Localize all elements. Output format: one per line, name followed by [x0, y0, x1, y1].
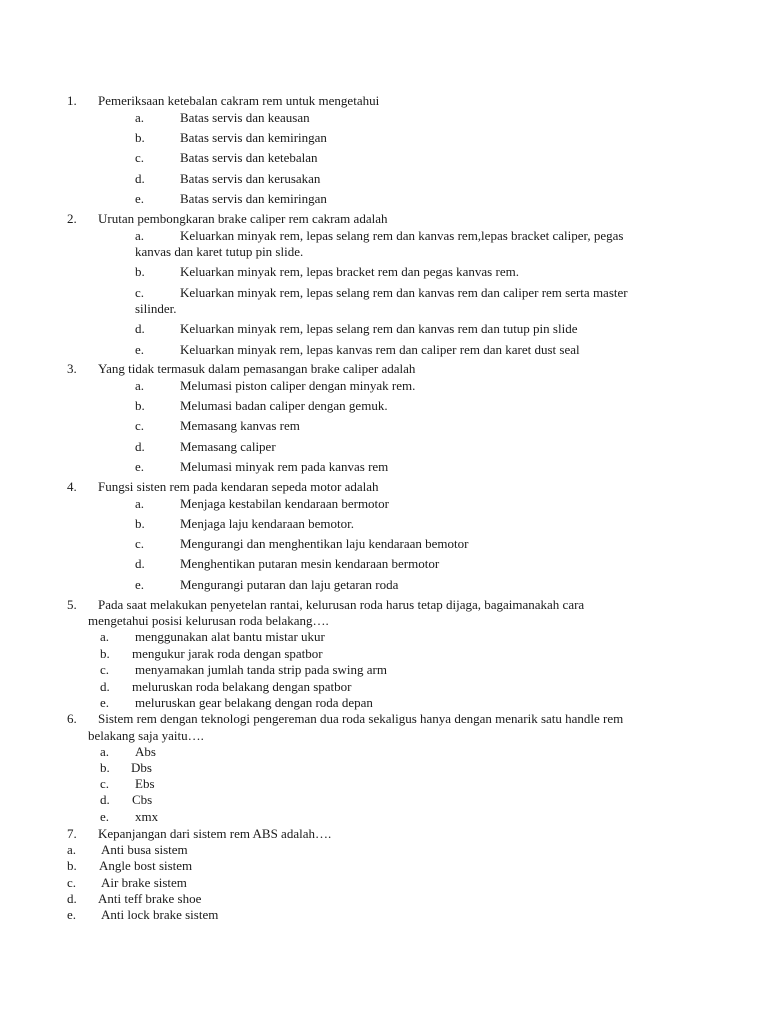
option-2d: d. Keluarkan minyak rem, lepas selang rem dan kanvas rem dan tutup pin slide: [135, 321, 578, 336]
question-number: 5.: [67, 597, 77, 612]
option-4c: c. Mengurangi dan menghentikan laju kendaraan bemotor: [135, 536, 469, 551]
option-7b: b. Angle bost sistem: [67, 858, 193, 873]
question-6: [67, 711, 623, 727]
option-5b: b. mengukur jarak roda dengan spatbor: [100, 646, 323, 661]
option-5c: c. menyamakan jumlah tanda strip pada swing arm: [100, 662, 387, 677]
question-5: [67, 597, 584, 613]
option-2e: e. Keluarkan minyak rem, lepas kanvas rem dan caliper rem dan karet dust seal: [135, 342, 580, 357]
question-6-continuation: belakang saja yaitu….: [88, 728, 204, 743]
question-1: [67, 93, 379, 109]
option-7e: e. Anti lock brake sistem: [67, 907, 219, 922]
option-1c: c. Batas servis dan ketebalan: [135, 150, 318, 165]
option-3c: c. Memasang kanvas rem: [135, 418, 300, 433]
option-6d: d. Cbs: [100, 792, 153, 807]
question-number: 2.: [67, 211, 77, 226]
option-6a: a. Abs: [100, 744, 156, 759]
question-number: 3.: [67, 361, 77, 376]
option-6e: e. xmx: [100, 809, 159, 824]
question-text: Sistem rem dengan teknologi pengereman dua roda sekaligus hanya dengan menarik satu handle rem: [98, 711, 624, 726]
option-7c: c. Air brake sistem: [67, 875, 187, 890]
option-3a: a. Melumasi piston caliper dengan minyak rem.: [135, 378, 416, 393]
question-number: 6.: [67, 711, 77, 726]
question-text: Pemeriksaan ketebalan cakram rem untuk mengetahui: [98, 93, 380, 108]
question-text: Pada saat melakukan penyetelan rantai, kelurusan roda harus tetap dijaga, bagaimanakah cara: [98, 597, 585, 612]
question-text: Kepanjangan dari sistem rem ABS adalah….: [98, 826, 332, 841]
option-3d: d. Memasang caliper: [135, 439, 276, 454]
option-4a: a. Menjaga kestabilan kendaraan bermotor: [135, 496, 389, 511]
option-5a: a. menggunakan alat bantu mistar ukur: [100, 629, 325, 644]
question-number: 1.: [67, 93, 77, 108]
option-7a: a. Anti busa sistem: [67, 842, 188, 857]
option-1e: e. Batas servis dan kemiringan: [135, 191, 327, 206]
option-6c: c. Ebs: [100, 776, 155, 791]
question-number: 7.: [67, 826, 77, 841]
option-1a: a. Batas servis dan keausan: [135, 110, 310, 125]
option-5d: d. meluruskan roda belakang dengan spatbor: [100, 679, 352, 694]
option-2a: a. Keluarkan minyak rem, lepas selang rem dan kanvas rem,lepas bracket caliper, pegas: [135, 228, 624, 243]
option-4b: b. Menjaga laju kendaraan bemotor.: [135, 516, 354, 531]
option-5e: e. meluruskan gear belakang dengan roda depan: [100, 695, 373, 710]
option-7d: d. Anti teff brake shoe: [67, 891, 202, 906]
option-2a-continuation: kanvas dan karet tutup pin slide.: [135, 244, 304, 259]
question-text: Yang tidak termasuk dalam pemasangan brake caliper adalah: [98, 361, 416, 376]
question-text: Urutan pembongkaran brake caliper rem cakram adalah: [98, 211, 388, 226]
option-2b: b. Keluarkan minyak rem, lepas bracket rem dan pegas kanvas rem.: [135, 264, 519, 279]
question-3: [67, 361, 415, 377]
option-4d: d. Menghentikan putaran mesin kendaraan bermotor: [135, 556, 440, 571]
option-2c-continuation: silinder.: [135, 301, 177, 316]
option-3e: e. Melumasi minyak rem pada kanvas rem: [135, 459, 389, 474]
option-1b: b. Batas servis dan kemiringan: [135, 130, 327, 145]
option-4e: e. Mengurangi putaran dan laju getaran roda: [135, 577, 399, 592]
question-text: Fungsi sisten rem pada kendaran sepeda motor adalah: [98, 479, 379, 494]
option-2c: c. Keluarkan minyak rem, lepas selang rem dan kanvas rem dan caliper rem serta master: [135, 285, 628, 300]
question-number: 4.: [67, 479, 77, 494]
question-4: [67, 479, 379, 495]
question-5-continuation: mengetahui posisi kelurusan roda belakang….: [88, 613, 329, 628]
question-7: [67, 826, 331, 842]
question-2: [67, 211, 387, 227]
option-1d: d. Batas servis dan kerusakan: [135, 171, 321, 186]
option-6b: b. Dbs: [100, 760, 152, 775]
option-3b: b. Melumasi badan caliper dengan gemuk.: [135, 398, 388, 413]
